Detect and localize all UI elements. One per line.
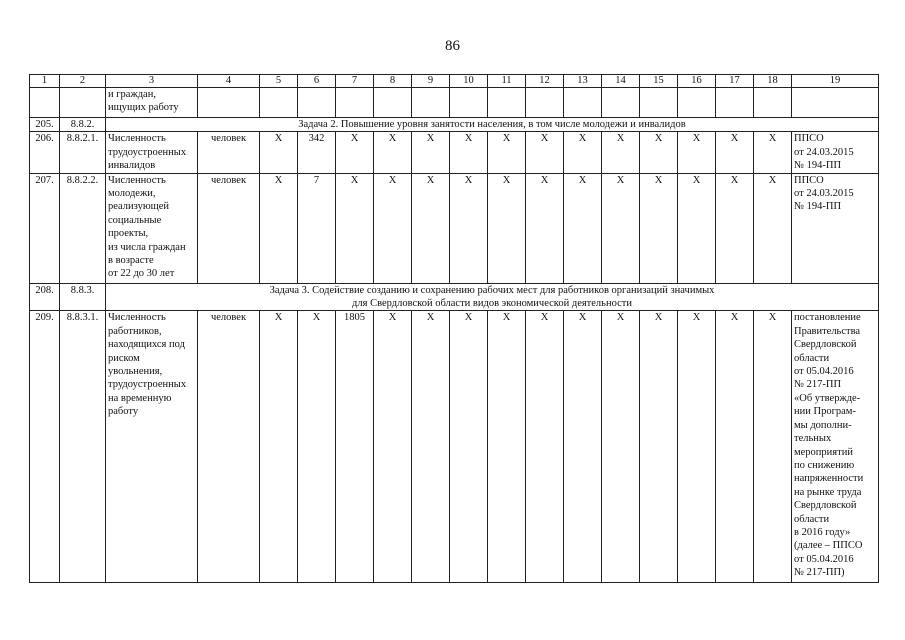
task-row xyxy=(30,118,879,132)
column-number: 2 xyxy=(60,75,106,88)
value-cell: Х xyxy=(412,132,450,173)
value-cell: Х xyxy=(298,311,336,583)
value-cell: Х xyxy=(260,173,298,283)
indicator-cell: Численность молодежи, реализующей социальные проекты, из числа граждан в возрасте от 22 до 30 лет xyxy=(106,173,198,283)
value-cell: Х xyxy=(260,132,298,173)
value-cell: Х xyxy=(716,132,754,173)
unit-cell: человек xyxy=(198,173,260,283)
column-number: 12 xyxy=(526,75,564,88)
value-cell: Х xyxy=(450,132,488,173)
column-number: 18 xyxy=(754,75,792,88)
value-cell: Х xyxy=(374,132,412,173)
indicator-cell: Численность трудоустроенных инвалидов xyxy=(106,132,198,173)
value-cell: Х xyxy=(526,311,564,583)
table-row xyxy=(30,173,879,283)
value-cell: Х xyxy=(640,132,678,173)
value-cell: Х xyxy=(754,173,792,283)
unit-cell: человек xyxy=(198,132,260,173)
indicator-cell: Численность работников, находящихся под риском увольнения, трудоустроенных на временную работу xyxy=(106,311,198,583)
value-cell: Х xyxy=(678,132,716,173)
value-cell: Х xyxy=(564,311,602,583)
value-cell: Х xyxy=(640,311,678,583)
value-cell: Х xyxy=(602,311,640,583)
row-code: 8.8.2. xyxy=(60,118,106,132)
row-number: 206. xyxy=(30,132,60,173)
value-cell: Х xyxy=(488,132,526,173)
row-code: 8.8.2.1. xyxy=(60,132,106,173)
task-row xyxy=(30,283,879,311)
column-number: 11 xyxy=(488,75,526,88)
value-cell: Х xyxy=(754,311,792,583)
value-cell: Х xyxy=(754,132,792,173)
column-number: 1 xyxy=(30,75,60,88)
column-number: 10 xyxy=(450,75,488,88)
value-cell: Х xyxy=(260,311,298,583)
column-number: 13 xyxy=(564,75,602,88)
indicators-table xyxy=(29,74,879,583)
value-cell: Х xyxy=(564,173,602,283)
unit-cell: человек xyxy=(198,311,260,583)
task-title: Задача 3. Содействие созданию и сохранению рабочих мест для работников организаций значимых для Свердловской области видов экономической деятельности xyxy=(106,283,879,311)
value-cell: Х xyxy=(716,173,754,283)
column-number: 8 xyxy=(374,75,412,88)
column-number: 5 xyxy=(260,75,298,88)
indicator-cell: и граждан, ищущих работу xyxy=(106,88,198,118)
row-code: 8.8.3.1. xyxy=(60,311,106,583)
column-number: 14 xyxy=(602,75,640,88)
value-cell: Х xyxy=(412,311,450,583)
value-cell: 7 xyxy=(298,173,336,283)
value-cell: Х xyxy=(374,173,412,283)
value-cell: Х xyxy=(602,132,640,173)
row-number: 209. xyxy=(30,311,60,583)
value-cell: Х xyxy=(336,132,374,173)
value-cell: 342 xyxy=(298,132,336,173)
value-cell: Х xyxy=(640,173,678,283)
value-cell: Х xyxy=(450,173,488,283)
source-document-cell: ППСО от 24.03.2015 № 194-ПП xyxy=(792,173,879,283)
value-cell: Х xyxy=(526,132,564,173)
column-number: 16 xyxy=(678,75,716,88)
table-row xyxy=(30,311,879,583)
value-cell: Х xyxy=(488,173,526,283)
row-number: 205. xyxy=(30,118,60,132)
source-document-cell: постановление Правительства Свердловской области от 05.04.2016 № 217-ПП «Об утвержде- нии Програм- мы дополни- тельных мероприятий по снижению напряженности на рынке труда Свердловской области в 2016 году» (далее – ППСО от 05.04.2016 № 217-ПП) xyxy=(792,311,879,583)
column-number: 6 xyxy=(298,75,336,88)
value-cell: Х xyxy=(526,173,564,283)
column-number: 19 xyxy=(792,75,879,88)
row-code: 8.8.3. xyxy=(60,283,106,311)
column-number: 15 xyxy=(640,75,678,88)
continuation-row xyxy=(30,88,879,118)
row-number: 207. xyxy=(30,173,60,283)
row-code: 8.8.2.2. xyxy=(60,173,106,283)
source-document-cell: ППСО от 24.03.2015 № 194-ПП xyxy=(792,132,879,173)
table-row xyxy=(30,132,879,173)
column-number: 17 xyxy=(716,75,754,88)
value-cell: Х xyxy=(374,311,412,583)
page-number: 86 xyxy=(445,38,460,54)
column-number: 3 xyxy=(106,75,198,88)
column-number: 4 xyxy=(198,75,260,88)
task-title: Задача 2. Повышение уровня занятости населения, в том числе молодежи и инвалидов xyxy=(106,118,879,132)
column-number: 9 xyxy=(412,75,450,88)
value-cell: Х xyxy=(678,311,716,583)
value-cell: Х xyxy=(716,311,754,583)
value-cell: Х xyxy=(450,311,488,583)
value-cell: Х xyxy=(678,173,716,283)
value-cell: Х xyxy=(488,311,526,583)
row-number: 208. xyxy=(30,283,60,311)
value-cell: Х xyxy=(412,173,450,283)
value-cell: Х xyxy=(336,173,374,283)
column-number-header-row xyxy=(30,75,879,88)
value-cell: Х xyxy=(564,132,602,173)
column-number: 7 xyxy=(336,75,374,88)
value-cell: Х xyxy=(602,173,640,283)
value-cell: 1805 xyxy=(336,311,374,583)
